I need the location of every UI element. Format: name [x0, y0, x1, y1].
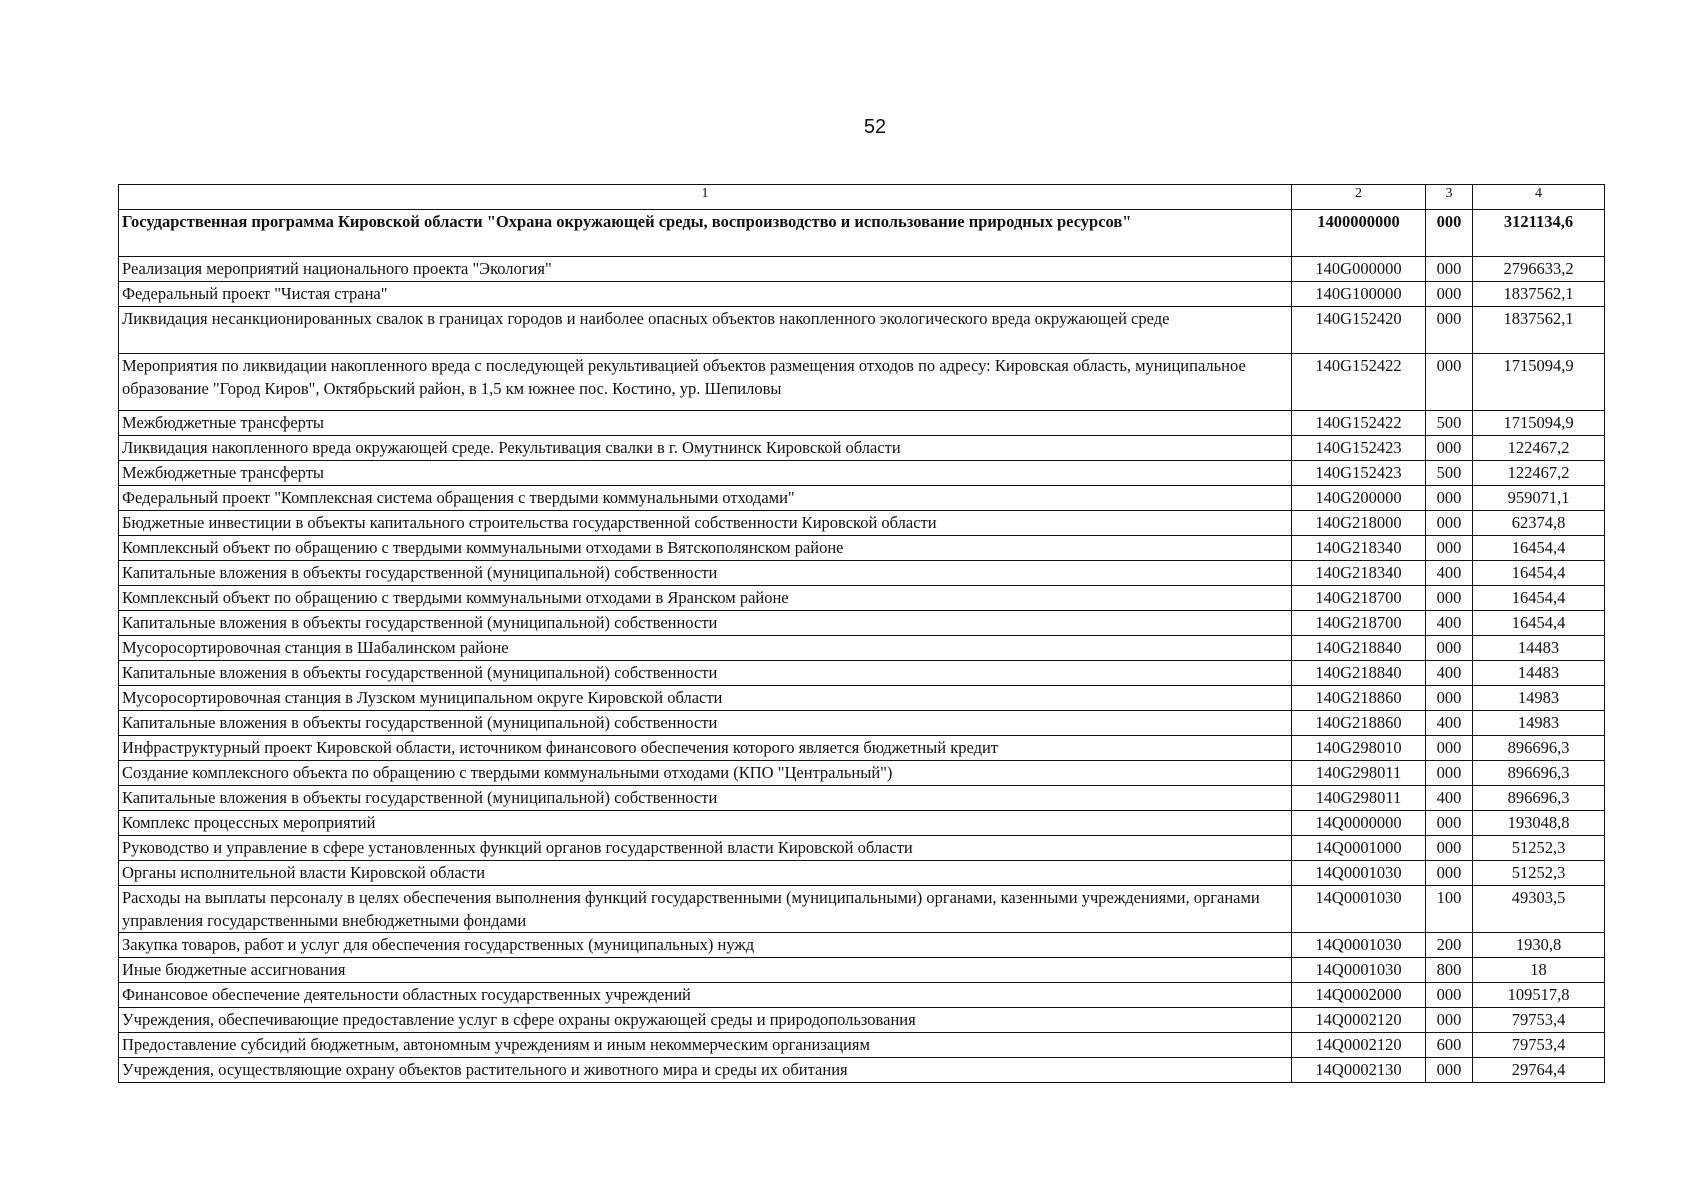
row-type-cell: 400	[1426, 561, 1473, 586]
column-header-2: 2	[1292, 185, 1426, 210]
row-name-cell: Капитальные вложения в объекты государственной (муниципальной) собственности	[119, 611, 1292, 636]
row-name-cell: Руководство и управление в сфере установленных функций органов государственной власти Кировской области	[119, 836, 1292, 861]
row-name-cell: Мероприятия по ликвидации накопленного вреда с последующей рекультивацией объектов размещения отходов по адресу: Кировская область, муниципальное образование "Город Киров", Октябрьский район, в 1,5 км южнее пос. Костино, ур. Шепиловы	[119, 354, 1292, 411]
table-row	[119, 636, 1605, 661]
row-amount-cell: 2796633,2	[1473, 257, 1605, 282]
row-name-cell: Реализация мероприятий национального проекта "Экология"	[119, 257, 1292, 282]
table-row	[119, 411, 1605, 436]
row-code-cell: 1400000000	[1292, 210, 1426, 257]
row-amount-cell: 62374,8	[1473, 511, 1605, 536]
row-code-cell: 14Q0002120	[1292, 1008, 1426, 1033]
row-name-cell: Комплекс процессных мероприятий	[119, 811, 1292, 836]
row-name-cell: Учреждения, осуществляющие охрану объектов растительного и животного мира и среды их обитания	[119, 1058, 1292, 1083]
table-row	[119, 711, 1605, 736]
row-type-cell: 000	[1426, 983, 1473, 1008]
row-name-cell: Мусоросортировочная станция в Лузском муниципальном округе Кировской области	[119, 686, 1292, 711]
row-amount-cell: 14983	[1473, 686, 1605, 711]
row-type-cell: 500	[1426, 461, 1473, 486]
row-type-cell: 000	[1426, 307, 1473, 354]
row-code-cell: 14Q0001000	[1292, 836, 1426, 861]
row-code-cell: 140G218700	[1292, 611, 1426, 636]
row-type-cell: 400	[1426, 661, 1473, 686]
table-row	[119, 307, 1605, 354]
row-code-cell: 140G218860	[1292, 686, 1426, 711]
row-code-cell: 140G000000	[1292, 257, 1426, 282]
row-name-cell: Расходы на выплаты персоналу в целях обеспечения выполнения функций государственными (муниципальными) органами, казенными учреждениями, органами управления государственными внебюджетными фондами	[119, 886, 1292, 933]
column-header-4: 4	[1473, 185, 1605, 210]
table-row	[119, 958, 1605, 983]
row-name-cell: Межбюджетные трансферты	[119, 461, 1292, 486]
row-name-cell: Органы исполнительной власти Кировской области	[119, 861, 1292, 886]
row-amount-cell: 49303,5	[1473, 886, 1605, 933]
table-row	[119, 861, 1605, 886]
table-row	[119, 257, 1605, 282]
row-amount-cell: 1837562,1	[1473, 307, 1605, 354]
table-row	[119, 511, 1605, 536]
row-type-cell: 800	[1426, 958, 1473, 983]
table-row	[119, 611, 1605, 636]
row-amount-cell: 51252,3	[1473, 836, 1605, 861]
row-name-cell: Капитальные вложения в объекты государственной (муниципальной) собственности	[119, 786, 1292, 811]
row-amount-cell: 29764,4	[1473, 1058, 1605, 1083]
row-code-cell: 140G152423	[1292, 461, 1426, 486]
table-row	[119, 761, 1605, 786]
row-name-cell: Капитальные вложения в объекты государственной (муниципальной) собственности	[119, 561, 1292, 586]
page-number: 52	[863, 116, 887, 138]
row-code-cell: 140G100000	[1292, 282, 1426, 307]
row-amount-cell: 1837562,1	[1473, 282, 1605, 307]
row-code-cell: 140G218000	[1292, 511, 1426, 536]
row-amount-cell: 896696,3	[1473, 736, 1605, 761]
row-amount-cell: 193048,8	[1473, 811, 1605, 836]
row-type-cell: 000	[1426, 486, 1473, 511]
table-row	[119, 736, 1605, 761]
row-code-cell: 14Q0001030	[1292, 933, 1426, 958]
row-code-cell: 14Q0002130	[1292, 1058, 1426, 1083]
table-row	[119, 886, 1605, 933]
row-type-cell: 200	[1426, 933, 1473, 958]
row-code-cell: 140G200000	[1292, 486, 1426, 511]
row-type-cell: 000	[1426, 1008, 1473, 1033]
row-name-cell: Ликвидация несанкционированных свалок в границах городов и наиболее опасных объектов накопленного экологического вреда окружающей среде	[119, 307, 1292, 354]
row-name-cell: Комплексный объект по обращению с твердыми коммунальными отходами в Яранском районе	[119, 586, 1292, 611]
table-row	[119, 436, 1605, 461]
row-amount-cell: 122467,2	[1473, 436, 1605, 461]
row-amount-cell: 959071,1	[1473, 486, 1605, 511]
row-type-cell: 000	[1426, 636, 1473, 661]
row-code-cell: 140G218840	[1292, 636, 1426, 661]
row-name-cell: Межбюджетные трансферты	[119, 411, 1292, 436]
row-amount-cell: 16454,4	[1473, 561, 1605, 586]
row-code-cell: 140G218340	[1292, 561, 1426, 586]
row-amount-cell: 16454,4	[1473, 536, 1605, 561]
row-amount-cell: 79753,4	[1473, 1008, 1605, 1033]
row-type-cell: 600	[1426, 1033, 1473, 1058]
row-type-cell: 000	[1426, 354, 1473, 411]
row-amount-cell: 3121134,6	[1473, 210, 1605, 257]
row-name-cell: Закупка товаров, работ и услуг для обеспечения государственных (муниципальных) нужд	[119, 933, 1292, 958]
table-row	[119, 536, 1605, 561]
table-row	[119, 282, 1605, 307]
table-row	[119, 1058, 1605, 1083]
table-row	[119, 836, 1605, 861]
row-amount-cell: 1715094,9	[1473, 411, 1605, 436]
row-name-cell: Капитальные вложения в объекты государственной (муниципальной) собственности	[119, 711, 1292, 736]
row-name-cell: Комплексный объект по обращению с твердыми коммунальными отходами в Вятскополянском районе	[119, 536, 1292, 561]
row-code-cell: 14Q0001030	[1292, 958, 1426, 983]
table-row	[119, 354, 1605, 411]
row-code-cell: 14Q0002000	[1292, 983, 1426, 1008]
row-code-cell: 14Q0001030	[1292, 886, 1426, 933]
row-type-cell: 000	[1426, 536, 1473, 561]
row-type-cell: 400	[1426, 786, 1473, 811]
row-amount-cell: 51252,3	[1473, 861, 1605, 886]
row-type-cell: 000	[1426, 282, 1473, 307]
table-row	[119, 933, 1605, 958]
row-amount-cell: 18	[1473, 958, 1605, 983]
row-code-cell: 140G218700	[1292, 586, 1426, 611]
budget-table	[118, 184, 1605, 1083]
row-type-cell: 000	[1426, 511, 1473, 536]
row-name-cell: Федеральный проект "Комплексная система обращения с твердыми коммунальными отходами"	[119, 486, 1292, 511]
row-name-cell: Ликвидация накопленного вреда окружающей среде. Рекультивация свалки в г. Омутнинск Кировской области	[119, 436, 1292, 461]
row-name-cell: Мусоросортировочная станция в Шабалинском районе	[119, 636, 1292, 661]
row-code-cell: 140G298010	[1292, 736, 1426, 761]
table-row	[119, 561, 1605, 586]
table-row	[119, 786, 1605, 811]
column-header-1: 1	[119, 185, 1292, 210]
table-row	[119, 983, 1605, 1008]
table-row	[119, 461, 1605, 486]
row-amount-cell: 1930,8	[1473, 933, 1605, 958]
row-code-cell: 140G152422	[1292, 411, 1426, 436]
table-row	[119, 1033, 1605, 1058]
row-code-cell: 140G218340	[1292, 536, 1426, 561]
table-row	[119, 1008, 1605, 1033]
row-type-cell: 000	[1426, 836, 1473, 861]
row-type-cell: 000	[1426, 210, 1473, 257]
row-amount-cell: 16454,4	[1473, 586, 1605, 611]
table-row	[119, 210, 1605, 257]
row-amount-cell: 1715094,9	[1473, 354, 1605, 411]
row-type-cell: 400	[1426, 611, 1473, 636]
column-number-row	[119, 185, 1605, 210]
row-type-cell: 000	[1426, 436, 1473, 461]
row-name-cell: Федеральный проект "Чистая страна"	[119, 282, 1292, 307]
row-code-cell: 140G218860	[1292, 711, 1426, 736]
row-name-cell: Создание комплексного объекта по обращению с твердыми коммунальными отходами (КПО "Центральный")	[119, 761, 1292, 786]
row-type-cell: 000	[1426, 736, 1473, 761]
row-type-cell: 100	[1426, 886, 1473, 933]
row-type-cell: 000	[1426, 586, 1473, 611]
row-name-cell: Капитальные вложения в объекты государственной (муниципальной) собственности	[119, 661, 1292, 686]
row-type-cell: 000	[1426, 761, 1473, 786]
row-code-cell: 140G152420	[1292, 307, 1426, 354]
table-row	[119, 811, 1605, 836]
table-row	[119, 486, 1605, 511]
column-header-3: 3	[1426, 185, 1473, 210]
row-amount-cell: 14483	[1473, 661, 1605, 686]
row-amount-cell: 16454,4	[1473, 611, 1605, 636]
row-name-cell: Иные бюджетные ассигнования	[119, 958, 1292, 983]
row-code-cell: 140G298011	[1292, 761, 1426, 786]
row-amount-cell: 896696,3	[1473, 761, 1605, 786]
row-name-cell: Предоставление субсидий бюджетным, автономным учреждениям и иным некоммерческим организациям	[119, 1033, 1292, 1058]
row-amount-cell: 122467,2	[1473, 461, 1605, 486]
row-code-cell: 140G298011	[1292, 786, 1426, 811]
table-row	[119, 661, 1605, 686]
row-name-cell: Учреждения, обеспечивающие предоставление услуг в сфере охраны окружающей среды и природопользования	[119, 1008, 1292, 1033]
row-code-cell: 140G152422	[1292, 354, 1426, 411]
row-type-cell: 400	[1426, 711, 1473, 736]
row-name-cell: Финансовое обеспечение деятельности областных государственных учреждений	[119, 983, 1292, 1008]
budget-table-body	[119, 185, 1605, 1083]
row-type-cell: 000	[1426, 257, 1473, 282]
row-code-cell: 140G152423	[1292, 436, 1426, 461]
row-code-cell: 14Q0002120	[1292, 1033, 1426, 1058]
row-type-cell: 000	[1426, 1058, 1473, 1083]
row-type-cell: 000	[1426, 861, 1473, 886]
row-type-cell: 000	[1426, 686, 1473, 711]
row-amount-cell: 896696,3	[1473, 786, 1605, 811]
row-name-cell: Инфраструктурный проект Кировской области, источником финансового обеспечения которого является бюджетный кредит	[119, 736, 1292, 761]
row-code-cell: 14Q0001030	[1292, 861, 1426, 886]
table-row	[119, 686, 1605, 711]
row-code-cell: 14Q0000000	[1292, 811, 1426, 836]
row-type-cell: 500	[1426, 411, 1473, 436]
table-row	[119, 586, 1605, 611]
row-name-cell: Государственная программа Кировской области "Охрана окружающей среды, воспроизводство и использование природных ресурсов"	[119, 210, 1292, 257]
row-name-cell: Бюджетные инвестиции в объекты капитального строительства государственной собственности Кировской области	[119, 511, 1292, 536]
row-amount-cell: 14483	[1473, 636, 1605, 661]
row-code-cell: 140G218840	[1292, 661, 1426, 686]
row-type-cell: 000	[1426, 811, 1473, 836]
row-amount-cell: 14983	[1473, 711, 1605, 736]
row-amount-cell: 79753,4	[1473, 1033, 1605, 1058]
row-amount-cell: 109517,8	[1473, 983, 1605, 1008]
